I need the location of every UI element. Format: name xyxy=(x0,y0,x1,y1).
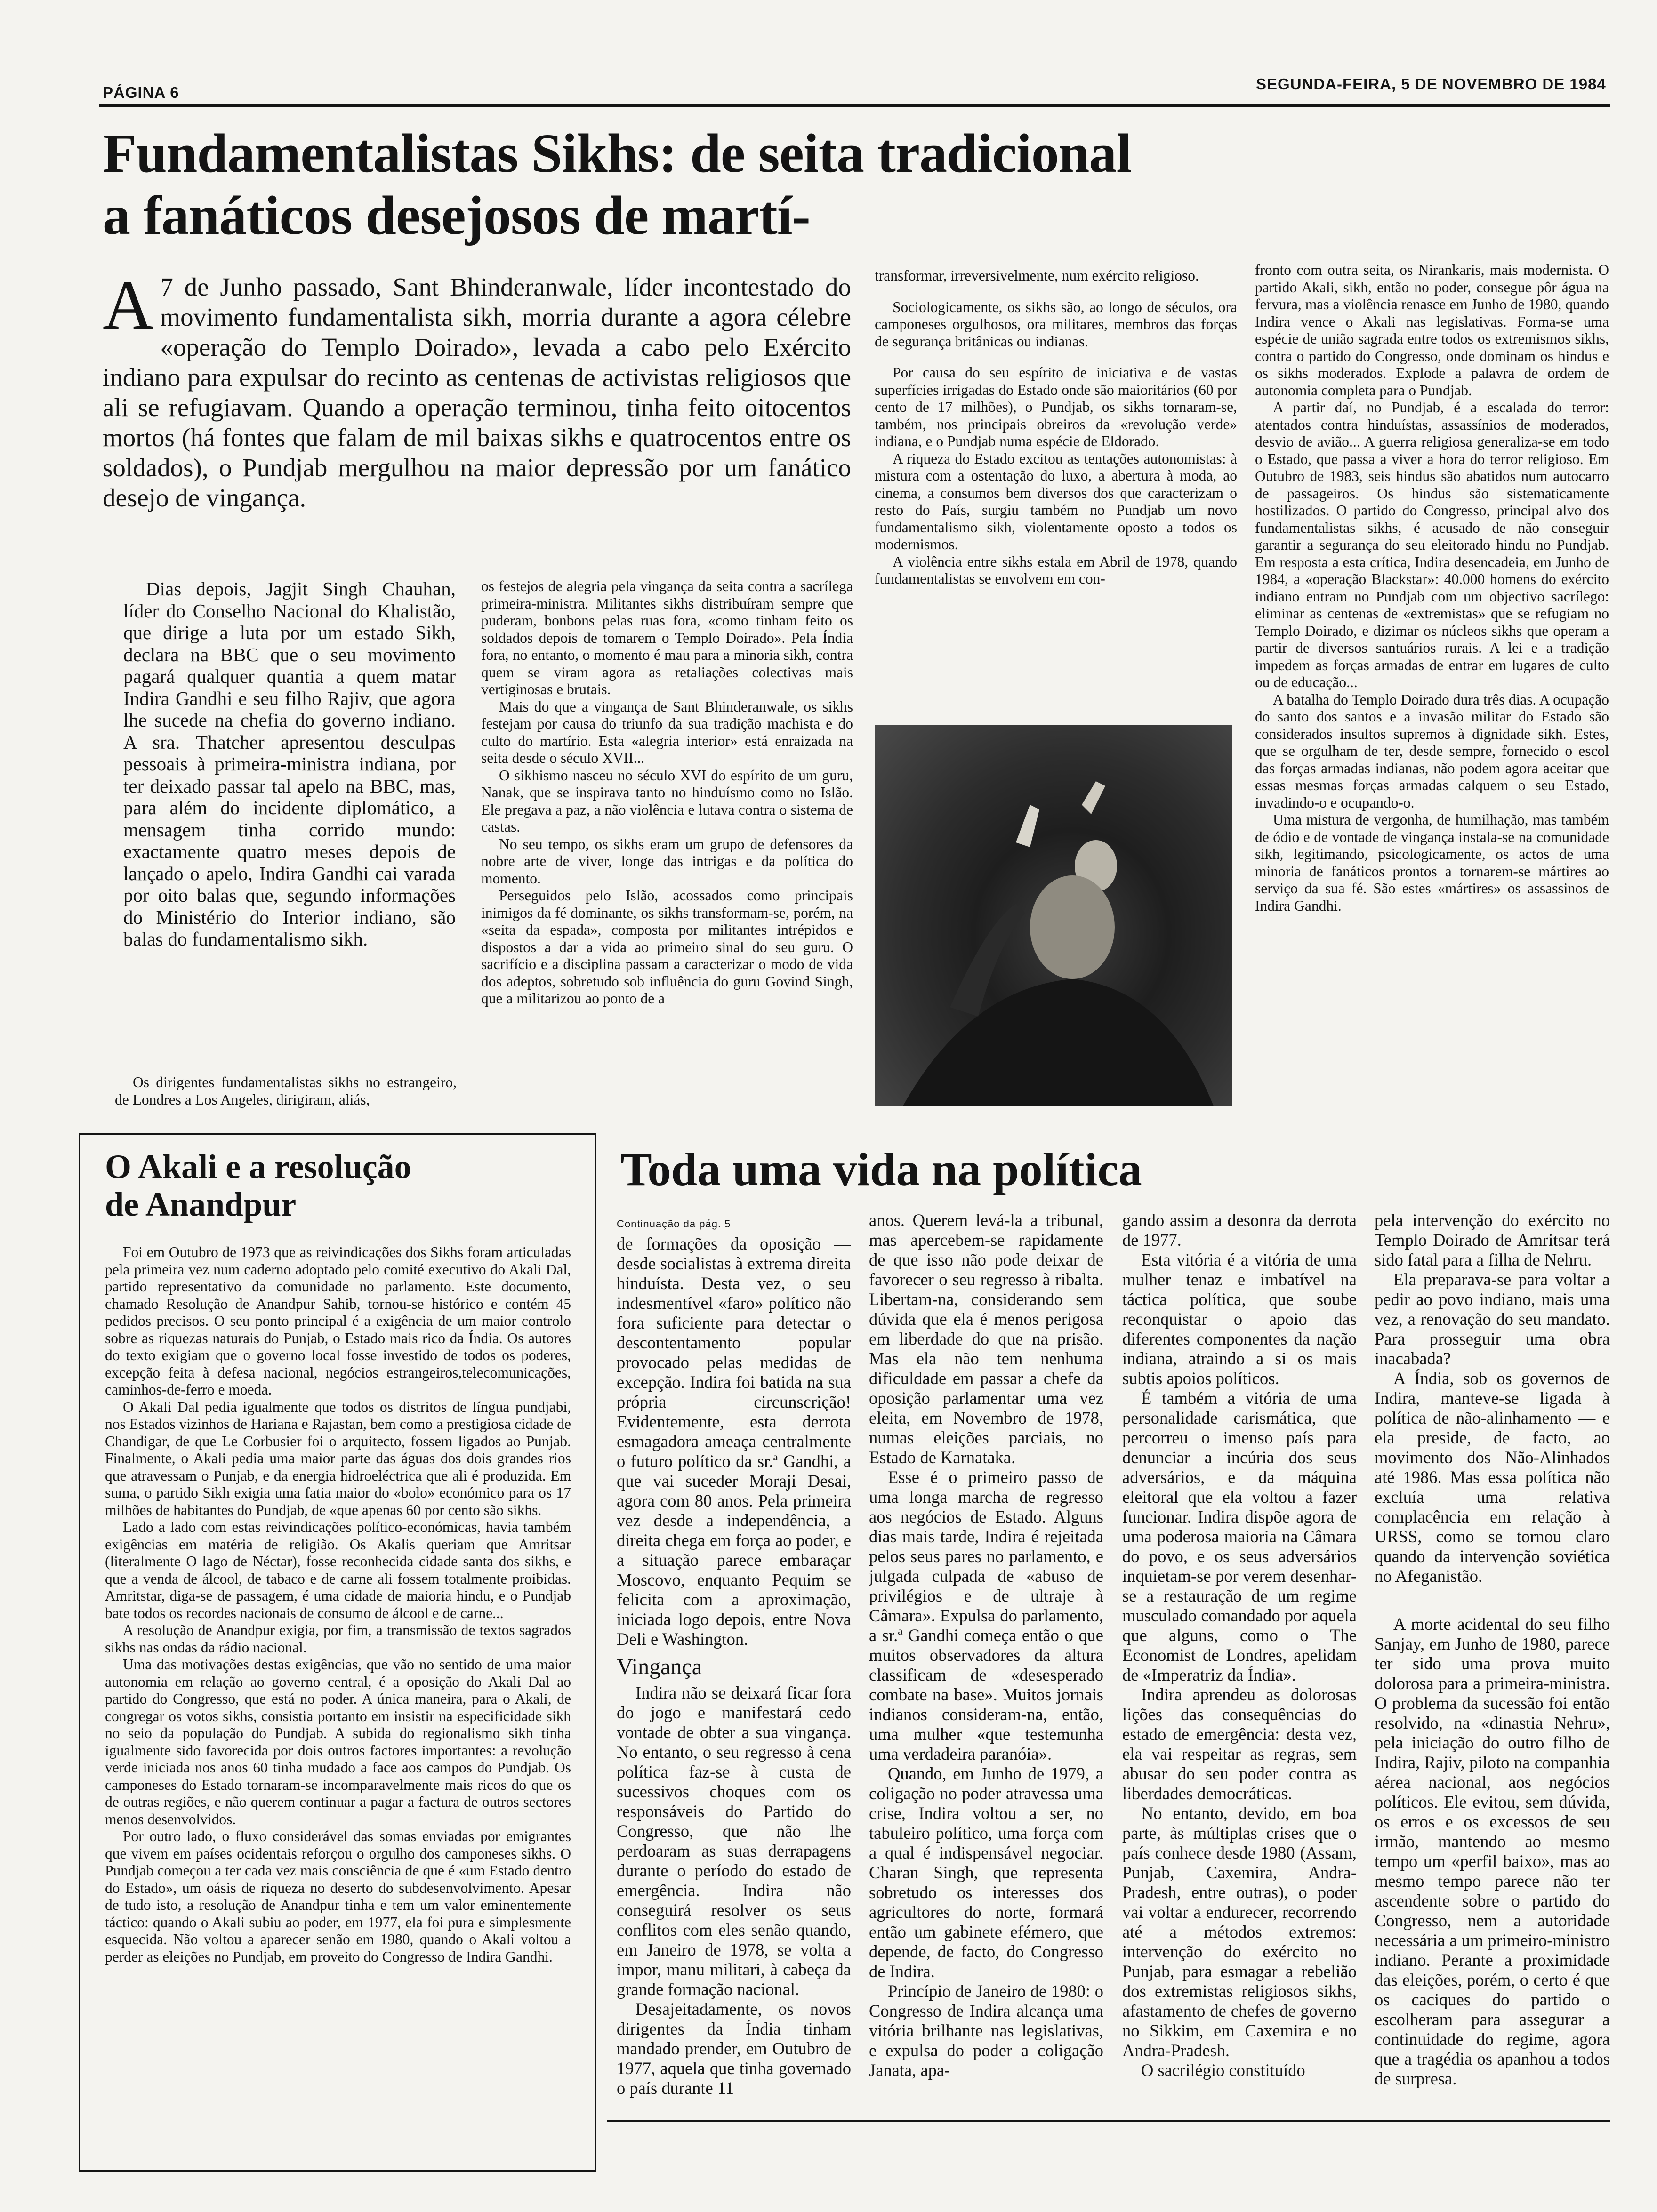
politics-column-3 xyxy=(1122,1210,1357,2109)
akali-body xyxy=(105,1244,571,2162)
akali-sidebar-box xyxy=(79,1133,596,2172)
paragraph: transformar, irreversivelmente, num exército religioso. xyxy=(875,267,1199,284)
paragraph: Uma mistura de vergonha, de humilhação, mas também de ódio e de vontade de vingança instala-se na comunidade sikh, legitimando, psicologicamente, os actos de uma minoria de fanáticos prontos a tornarem-se mártires ao serviço da sua fé. São estes «mártires» os assassinos de Indira Gandhi. xyxy=(1255,811,1609,914)
akali-title-line-2: de Anandpur xyxy=(105,1186,297,1223)
raised-arms-figure xyxy=(875,725,1232,1106)
subhead-vinganca: Vingança xyxy=(617,1654,702,1679)
politics-column-1 xyxy=(617,1234,851,2109)
lede-text: 7 de Junho passado, Sant Bhinderanwale, líder incontestado do movimento fundamentalista sikh, morria durante a agora célebre «operação do Templo Doirado», levada a cabo pelo Exército indiano para expulsar do recinto as centenas de activistas religiosos que ali se refugiavam. Quando a operação terminou, tinha feito oitocentos mortos (há fontes que falam de mil baixas sikhs e quatrocentos entre os soldados), o Pundjab mergulhou na maior depressão por um fanático desejo de vingança. xyxy=(103,272,851,512)
main-column-4 xyxy=(1255,262,1609,1123)
issue-date: SEGUNDA-FEIRA, 5 DE NOVEMBRO DE 1984 xyxy=(1256,75,1606,93)
headline-line-2: a fanáticos desejosos de martí- xyxy=(103,184,810,246)
paragraph: Desajeitadamente, os novos dirigentes da Índia tinham mandado prender, em Outubro de 1977, aquela que tinha governado o país durante 11 xyxy=(617,1999,851,2098)
paragraph: Por causa do seu espírito de iniciativa e de vastas superfícies irrigadas do Estado onde são maioritários (60 por cento de 17 milhões), o Pundjab, os sikhs tornaram-se, também, nos principais obreiros da «revolução verde» indiana, e o Pundjab numa espécie de Eldorado. xyxy=(875,364,1237,449)
paragraph: Mais do que a vingança de Sant Bhinderanwale, os sikhs festejam por causa do triunfo da sua tradição machista e do culto do martírio. Esta «alegria interior» está enraizada na seita desde o século XVII... xyxy=(481,698,853,766)
paragraph: A morte acidental do seu filho Sanjay, em Junho de 1980, parece ter sido uma prova muito dolorosa para a primeira-ministra. O problema da sucessão foi então resolvido, na «dinastia Nehru», pela iniciação do outro filho de Indira, Rajiv, piloto na companhia aérea nacional, aos negócios políticos. Ele evitou, sem dúvida, os erros e os excessos de seu irmão, mantendo ao mesmo tempo um «perfil baixo», mas ao mesmo tempo parece não ter ascendente sobre o partido do Congresso, nem a autoridade necessária a um primeiro-ministro indiano. Perante a proximidade das eleições, porém, o certo é que os caciques do partido o escolheram para assegurar a continuidade do regime, agora que a tragédia os apanhou a todos de surpresa. xyxy=(1375,1614,1610,2088)
paragraph: gando assim a desonra da derrota de 1977. xyxy=(1122,1210,1357,1250)
paragraph: A batalha do Templo Doirado dura três dias. A ocupação do santo dos santos e a invasão militar do Estado são considerados insultos supremos à dignidade sikh. Estes, que se orgulham de ter, desde sempre, fornecido o escol das forças armadas indianas, não podem agora aceitar que essas mesmas forças armadas calquem o seu Estado, invadindo-o e ocupando-o. xyxy=(1255,691,1609,811)
paragraph: pela intervenção do exército no Templo Doirado de Amritsar terá sido fatal para a filha de Nehru. xyxy=(1375,1210,1610,1269)
paragraph: O sikhismo nasceu no século XVI do espírito de um guru, Nanak, que se inspirava tanto no hinduísmo como no Islão. Ele pregava a paz, a não violência e lutava contra o sistema de castas. xyxy=(481,767,853,835)
politics-title: Toda uma vida na política xyxy=(620,1143,1142,1195)
page-label: PÁGINA 6 xyxy=(103,84,179,101)
main-column-1 xyxy=(123,578,456,1067)
akali-title-line-1: O Akali e a resolução xyxy=(105,1148,411,1186)
headline-line-1: Fundamentalistas Sikhs: de seita tradicional xyxy=(103,122,1132,184)
paragraph: A violência entre sikhs estala em Abril de 1978, quando fundamentalistas se envolvem em con- xyxy=(875,553,1237,587)
paragraph: anos. Querem levá-la a tribunal, mas apercebem-se rapidamente de que isso não pode deixar de favorecer o seu regresso à ribalta. Libertam-na, considerando sem dúvida que ela é menos perigosa em liberdade do que na prisão. Mas ela não tem nenhuma dificuldade em passar a chefe da oposição parlamentar uma vez eleita, em Novembro de 1978, numas eleições parciais, no Estado de Karnataka. xyxy=(869,1210,1103,1467)
main-column-2 xyxy=(481,578,853,1110)
paragraph: Uma das motivações destas exigências, que vão no sentido de uma maior autonomia em relação ao governo central, é a oposição do Akali Dal ao partido do Congresso, que está no poder. A única maneira, para o Akali, de congregar os votos sikhs, consistia portanto em insistir na especificidade sikh no seio da população do Pundjab. A subida do regionalismo sikh tinha igualmente sido favorecida por dois outros factores importantes: a revolução verde iniciada nos anos 60 tinha mudado a face aos campos do Pundjab. Os camponeses do Estado tornaram-se incomparavelmente mais ricos do que os de outras regiões, e não querem continuar a pagar a factura de outros sectores menos desenvolvidos. xyxy=(105,1656,571,1827)
paragraph: A partir daí, no Pundjab, é a escalada do terror: atentados contra hinduístas, assassínios de moderados, desvio de avião... A guerra religiosa generaliza-se em todo o Estado, que passa a viver a hora do terror religioso. Em Outubro de 1983, seis hindus são abatidos num autocarro de passageiros. Os hindus são sistematicamente hostilizados. O partido do Congresso, principal alvo dos fundamentalistas sikhs, é acusado de não conseguir garantir a segurança do seu eleitorado hindu no Pundjab. Em resposta a esta crítica, Indira desencadeia, em Junho de 1984, a «operação Blackstar»: 40.000 homens do exército indiano entram no Pundjab com um objectivo sacrílego: eliminar as centenas de «extremistas» que se refugiam no Templo Doirado, e dizimar os núcleos sikhs que operam a partir de diversos santuários rurais. A lei e a tradição impedem as forças armadas de entrar em lugares de culto ou de educação... xyxy=(1255,399,1609,690)
paragraph: Lado a lado com estas reivindicações político-económicas, havia também exigências em matéria de religião. Os Akalis queriam que Amritsar (literalmente O lago de Néctar), fosse reconhecida cidade santa dos sikhs, e que a venda de álcool, de tabaco e de carne ali fossem totalmente proibidas. Amritstar, diga-se de passagem, é uma cidade de maioria hindu, e o Pundjab bate todos os recordes nacionais de consumo de álcool e de carne... xyxy=(105,1519,571,1621)
paragraph: Dias depois, Jagjit Singh Chauhan, líder do Conselho Nacional do Khalistão, que dirige a luta por um estado Sikh, declara na BBC que o seu movimento pagará qualquer quantia a quem matar Indira Gandhi e seu filho Rajiv, que agora lhe sucede na chefia do governo indiano. A sra. Thatcher apresentou desculpas pessoais à primeira-ministra indiana, por ter deixado passar tal apelo na BBC, mas, para além do incidente diplomático, a mensagem tinha corrido mundo: exactamente quatro meses depois de lançado o apelo, Indira Gandhi cai varada por oito balas que, segundo informações do Ministério do Interior indiano, são balas do fundamentalismo sikh. xyxy=(123,578,456,950)
paragraph: de formações da oposição — desde socialistas à extrema direita hinduísta. Desta vez, o seu indesmentível «faro» político não fora suficiente para detectar o descontentamento popular provocado pelas medidas de excepção. Indira foi batida na sua própria circunscrição! Evidentemente, esta derrota esmagadora ameaça centralmente o futuro político da sr.ª Gandhi, a que vai suceder Moraji Desai, agora com 80 anos. Pela primeira vez desde a independência, a direita chega em força ao poder, e a situação parece embaraçar Moscovo, enquanto Pequim se felicita com a aproximação, iniciada logo depois, entre Nova Deli e Washington. xyxy=(617,1234,851,1649)
paragraph: No entanto, devido, em boa parte, às múltiplas crises que o país conhece desde 1980 (Assam, Punjab, Caxemira, Andra-Pradesh, entre outras), o poder vai voltar a endurecer, recorrendo até a métodos extremos: intervenção do exército no Punjab, para esmagar a rebelião dos extremistas religiosos sikhs, afastamento de chefes de governo no Sikkim, em Caxemira e no Andra-Pradesh. xyxy=(1122,1803,1357,2060)
paragraph: Por outro lado, o fluxo considerável das somas enviadas por emigrantes que vivem em países ocidentais reforçou o orgulho dos camponeses sikhs. O Pundjab começou a ter cada vez mais consciência de que é «um Estado dentro do Estado», um oásis de riqueza no deserto do subdesenvolvimento. Apesar de tudo isto, a resolução de Anandpur tinha e tem um valor eminentemente táctico: quando o Akali subiu ao poder, em 1977, ela foi pura e simplesmente esquecida. Não voltou a aparecer senão em 1980, quando o Akali voltou a perder as eleições no Pundjab, em proveito do Congresso de Indira Gandhi. xyxy=(105,1828,571,1965)
news-photo xyxy=(875,725,1232,1106)
paragraph: É também a vitória de uma personalidade carismática, que percorreu o imenso país para denunciar a incúria dos seus adversários, e da máquina eleitoral que ela voltou a fazer funcionar. Indira dispõe agora de uma poderosa maioria na Câmara do povo, e os seus adversários inquietam-se por verem desenhar-se a restauração de um regime musculado comandado por aquela que alguns, como o The Economist de Londres, apelidam de «Imperatriz da Índia». xyxy=(1122,1388,1357,1684)
paragraph: Princípio de Janeiro de 1980: o Congresso de Indira alcança uma vitória brilhante nas legislativas, e expulsa do poder a coligação Janata, apa- xyxy=(869,1981,1103,2080)
paragraph: No seu tempo, os sikhs eram um grupo de defensores da nobre arte de viver, longe das intrigas e da política do momento. xyxy=(481,835,853,887)
paragraph: Esse é o primeiro passo de uma longa marcha de regresso aos negócios de Estado. Alguns dias mais tarde, Indira é rejeitada pelos seus pares no parlamento, e julgada culpada de «abuso de privilégios e de ultraje à Câmara». Expulsa do parlamento, a sr.ª Gandhi começa então o que muitos observadores da altura classificam de «desesperado combate na base». Muitos jornais indianos consideram-na, então, uma mulher «que testemunha uma verdadeira paranóia». xyxy=(869,1467,1103,1763)
main-column-1-tail xyxy=(115,1074,457,1112)
paragraph: Esta vitória é a vitória de uma mulher tenaz e imbatível na táctica política, que soube reconquistar o apoio das diferentes componentes da nação indiana, atraindo a si os mais subtis apoios políticos. xyxy=(1122,1250,1357,1388)
politics-column-2 xyxy=(869,1210,1103,2109)
akali-title xyxy=(105,1148,566,1223)
main-headline xyxy=(103,122,1609,247)
paragraph: O sacrilégio constituído xyxy=(1141,2060,1305,2080)
paragraph: O Akali Dal pedia igualmente que todos os distritos de língua pundjabi, nos Estados vizinhos de Hariana e Rajastan, bem como a prestigiosa cidade de Chandigar, de que Le Corbusier foi o arquitecto, fossem ligados ao Punjab. Finalmente, o Akali pedia uma maior parte das águas dos dois grandes rios que atravessam o Punjab, e da energia hidroeléctrica que ali é produzida. Em suma, o partido Sikh exigia uma fatia maior do «bolo» económico para os 17 milhões de habitantes do Pundjab, de «que apenas 60 por cento são sikhs. xyxy=(105,1398,571,1518)
paragraph: A Índia, sob os governos de Indira, manteve-se ligada à política de não-alinhamento — e ela preside, de facto, ao movimento dos Não-Alinhados até 1986. Mas essa política não excluía uma relativa complacência em relação à URSS, como se tornou claro quando da intervenção soviética no Afeganistão. xyxy=(1375,1369,1610,1586)
article-lede xyxy=(103,266,851,513)
politics-bottom-rule xyxy=(607,2120,1610,2122)
continuation-note: Continuação da pág. 5 xyxy=(617,1218,731,1230)
paragraph: Os dirigentes fundamentalistas sikhs no estrangeiro, de Londres a Los Angeles, dirigiram, aliás, xyxy=(115,1074,457,1108)
drop-cap: A xyxy=(103,266,154,344)
main-column-3 xyxy=(875,267,1237,705)
paragraph: Foi em Outubro de 1973 que as reivindicações dos Sikhs foram articuladas pela primeira vez num caderno adoptado pelo comité executivo do Akali Dal, partido representativo da comunidade no parlamento. Este documento, chamado Resolução de Anandpur Sahib, tornou-se histórico e contém 45 pedidos precisos. O seu ponto principal é a exigência de um maior controlo sobre as riquezas naturais do Punjab, o Estado mais rico da Índia. Os autores do texto exigiam que o governo local fosse investido de todos os poderes, excepção feita à defesa nacional, negócios estrangeiros,telecomunicações, caminhos-de-ferro e moeda. xyxy=(105,1244,571,1398)
paragraph: A riqueza do Estado excitou as tentações autonomistas: à mistura com a ostentação do luxo, a abertura à moda, ao cinema, a consumos bem diversos dos que caracterizam o resto do País, surgiu também no Pundjab um novo fundamentalismo sikh, violentamente oposto a todos os modernismos. xyxy=(875,450,1237,553)
paragraph: Sociologicamente, os sikhs são, ao longo de séculos, ora camponeses orgulhosos, ora militares, membros das forças de segurança britânicas ou indianas. xyxy=(875,298,1237,350)
header-rule xyxy=(99,104,1610,107)
paragraph: Indira aprendeu as dolorosas lições das consequências do estado de emergência: desta vez, ela vai respeitar as regras, sem abusar do seu poder contra as liberdades democráticas. xyxy=(1122,1685,1357,1803)
paragraph: Ela preparava-se para voltar a pedir ao povo indiano, mais uma vez, a renovação do seu mandato. Para prosseguir uma obra inacabada? xyxy=(1375,1270,1610,1368)
politics-column-4 xyxy=(1375,1210,1610,2109)
paragraph: A resolução de Anandpur exigia, por fim, a transmissão de textos sagrados sikhs nas ondas da rádio nacional. xyxy=(105,1622,571,1656)
paragraph: Quando, em Junho de 1979, a coligação no poder atravessa uma crise, Indira voltou a ser, no tabuleiro político, uma força com a qual é indispensável negociar. Charan Singh, que representa sobretudo os interesses dos agricultores do norte, formará então um gabinete efémero, que depende, de facto, do Congresso de Indira. xyxy=(869,1764,1103,1981)
paragraph: os festejos de alegria pela vingança da seita contra a sacrílega primeira-ministra. Militantes sikhs distribuíram sempre que puderam, bonbons pelas ruas fora, «como tinham feito os soldados depois de tomarem o Templo Doirado». Pela Índia fora, no entanto, o momento é mau para a minoria sikh, contra quem se viram agora as retaliações colectivas mais vertiginosas e brutais. xyxy=(481,578,853,697)
paragraph: Perseguidos pelo Islão, acossados como principais inimigos da fé dominante, os sikhs transformam-se, porém, na «seita da espada», composta por militantes intrépidos e dispostos a dar a vida ao primeiro sinal do seu guru. O sacrifício e a disciplina passam a caracterizar o modo de vida dos adeptos, sobretudo sob influência do guru Govind Singh, que a militarizou ao ponto de a xyxy=(481,887,853,1007)
paragraph: Indira não se deixará ficar fora do jogo e manifestará cedo vontade de obter a sua vingança. No entanto, o seu regresso à cena política faz-se à custa de sucessivos choques com os responsáveis do Partido do Congresso, que não lhe perdoaram as suas derrapagens durante o período do estado de emergência. Indira não conseguirá resolver os seus conflitos com eles senão quando, em Janeiro de 1978, se volta a impor, manu militari, à cabeça da grande formação nacional. xyxy=(617,1683,851,1999)
paragraph: fronto com outra seita, os Nirankaris, mais modernista. O partido Akali, sikh, então no poder, consegue pôr água na fervura, mas a violência renasce em Junho de 1980, quando Indira vence o Akali nas legislativas. Forma-se uma espécie de união sagrada entre todos os extremismos sikhs, contra o partido do Congresso, onde dominam os hindus e os sikhs moderados. Explode a palavra de ordem de autonomia completa para o Pundjab. xyxy=(1255,262,1609,399)
